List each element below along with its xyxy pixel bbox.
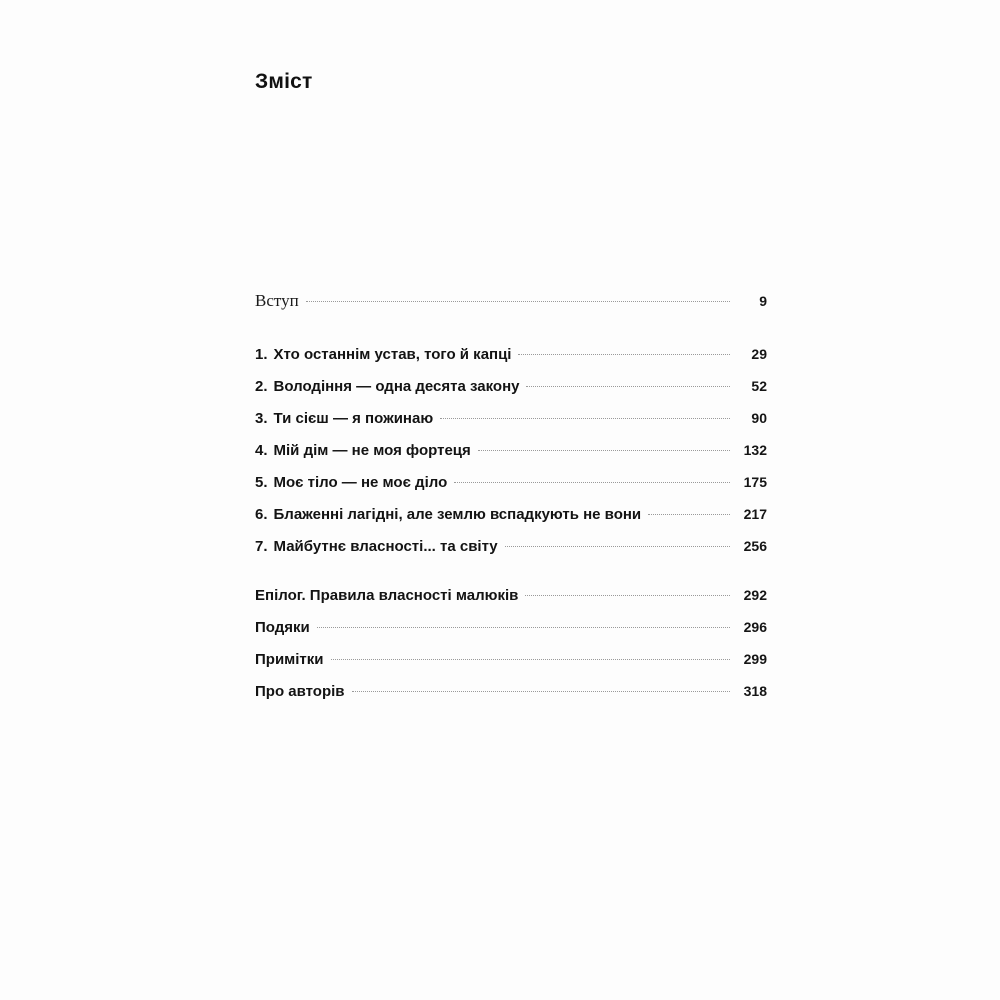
dot-leader: [518, 343, 730, 359]
toc-entry-page: 256: [743, 538, 767, 554]
toc-chapter-number: 6.: [255, 506, 268, 523]
dot-leader: [331, 648, 730, 664]
toc-entry-label: Подяки: [255, 619, 310, 636]
toc-entry-page: 9: [759, 293, 767, 309]
toc-entry-page: 299: [743, 651, 767, 667]
dot-leader: [306, 290, 730, 306]
toc-chapter-number: 5.: [255, 474, 268, 491]
toc-entry-page: 318: [743, 683, 767, 699]
toc-entry-intro[interactable]: [255, 290, 767, 309]
dot-leader: [317, 616, 730, 632]
toc-entry-chapter[interactable]: [255, 343, 767, 362]
toc-entry-chapter[interactable]: [255, 471, 767, 490]
toc-entry-backmatter[interactable]: [255, 584, 767, 603]
toc-entry-page: 175: [743, 474, 767, 490]
toc-entry-page: 29: [751, 346, 767, 362]
toc-entry-backmatter[interactable]: [255, 616, 767, 635]
toc-entry-page: 296: [743, 619, 767, 635]
toc-entry-label: Моє тіло — не моє діло: [273, 474, 448, 491]
dot-leader: [454, 471, 730, 487]
dot-leader: [648, 503, 730, 519]
toc-entry-chapter[interactable]: [255, 375, 767, 394]
toc-chapter-number: 3.: [255, 410, 268, 427]
toc-entry-label: Блаженні лагідні, але землю вспадкують не вони: [273, 506, 642, 523]
toc-entry-page: 217: [743, 506, 767, 522]
toc-backmatter-group: [255, 584, 767, 699]
toc-entry-page: 292: [743, 587, 767, 603]
page-title: Зміст: [255, 70, 313, 93]
toc-entry-label: Хто останнім устав, того й капці: [273, 346, 512, 363]
toc-entry-page: 90: [751, 410, 767, 426]
dot-leader: [478, 439, 730, 455]
dot-leader: [505, 535, 730, 551]
dot-leader: [525, 584, 730, 600]
toc-entry-label: Майбутнє власності... та світу: [273, 538, 498, 555]
toc-chapter-number: 1.: [255, 346, 268, 363]
dot-leader: [526, 375, 730, 391]
toc-entry-label: Примітки: [255, 651, 324, 668]
toc-entry-backmatter[interactable]: [255, 680, 767, 699]
toc-entry-page: 132: [743, 442, 767, 458]
toc-entry-chapter[interactable]: [255, 503, 767, 522]
toc-chapter-number: 2.: [255, 378, 268, 395]
toc-entry-chapter[interactable]: [255, 535, 767, 554]
toc-chapter-number: 4.: [255, 442, 268, 459]
toc-entry-label: Мій дім — не моя фортеця: [273, 442, 471, 459]
toc-entry-page: 52: [751, 378, 767, 394]
toc-entry-label: Епілог. Правила власності малюків: [255, 587, 519, 604]
toc-entry-label: Вступ: [255, 291, 299, 310]
dot-leader: [352, 680, 730, 696]
toc-entry-label: Володіння — одна десята закону: [273, 378, 520, 395]
toc-chapter-number: 7.: [255, 538, 268, 555]
toc-entry-chapter[interactable]: [255, 407, 767, 426]
dot-leader: [440, 407, 730, 423]
toc-entry-backmatter[interactable]: [255, 648, 767, 667]
toc-intro-group: [255, 290, 767, 309]
toc-entry-label: Про авторів: [255, 683, 345, 700]
toc-entry-label: Ти сієш — я пожинаю: [273, 410, 434, 427]
toc-entry-chapter[interactable]: [255, 439, 767, 458]
toc-chapters-group: [255, 343, 767, 554]
table-of-contents: [255, 290, 767, 712]
